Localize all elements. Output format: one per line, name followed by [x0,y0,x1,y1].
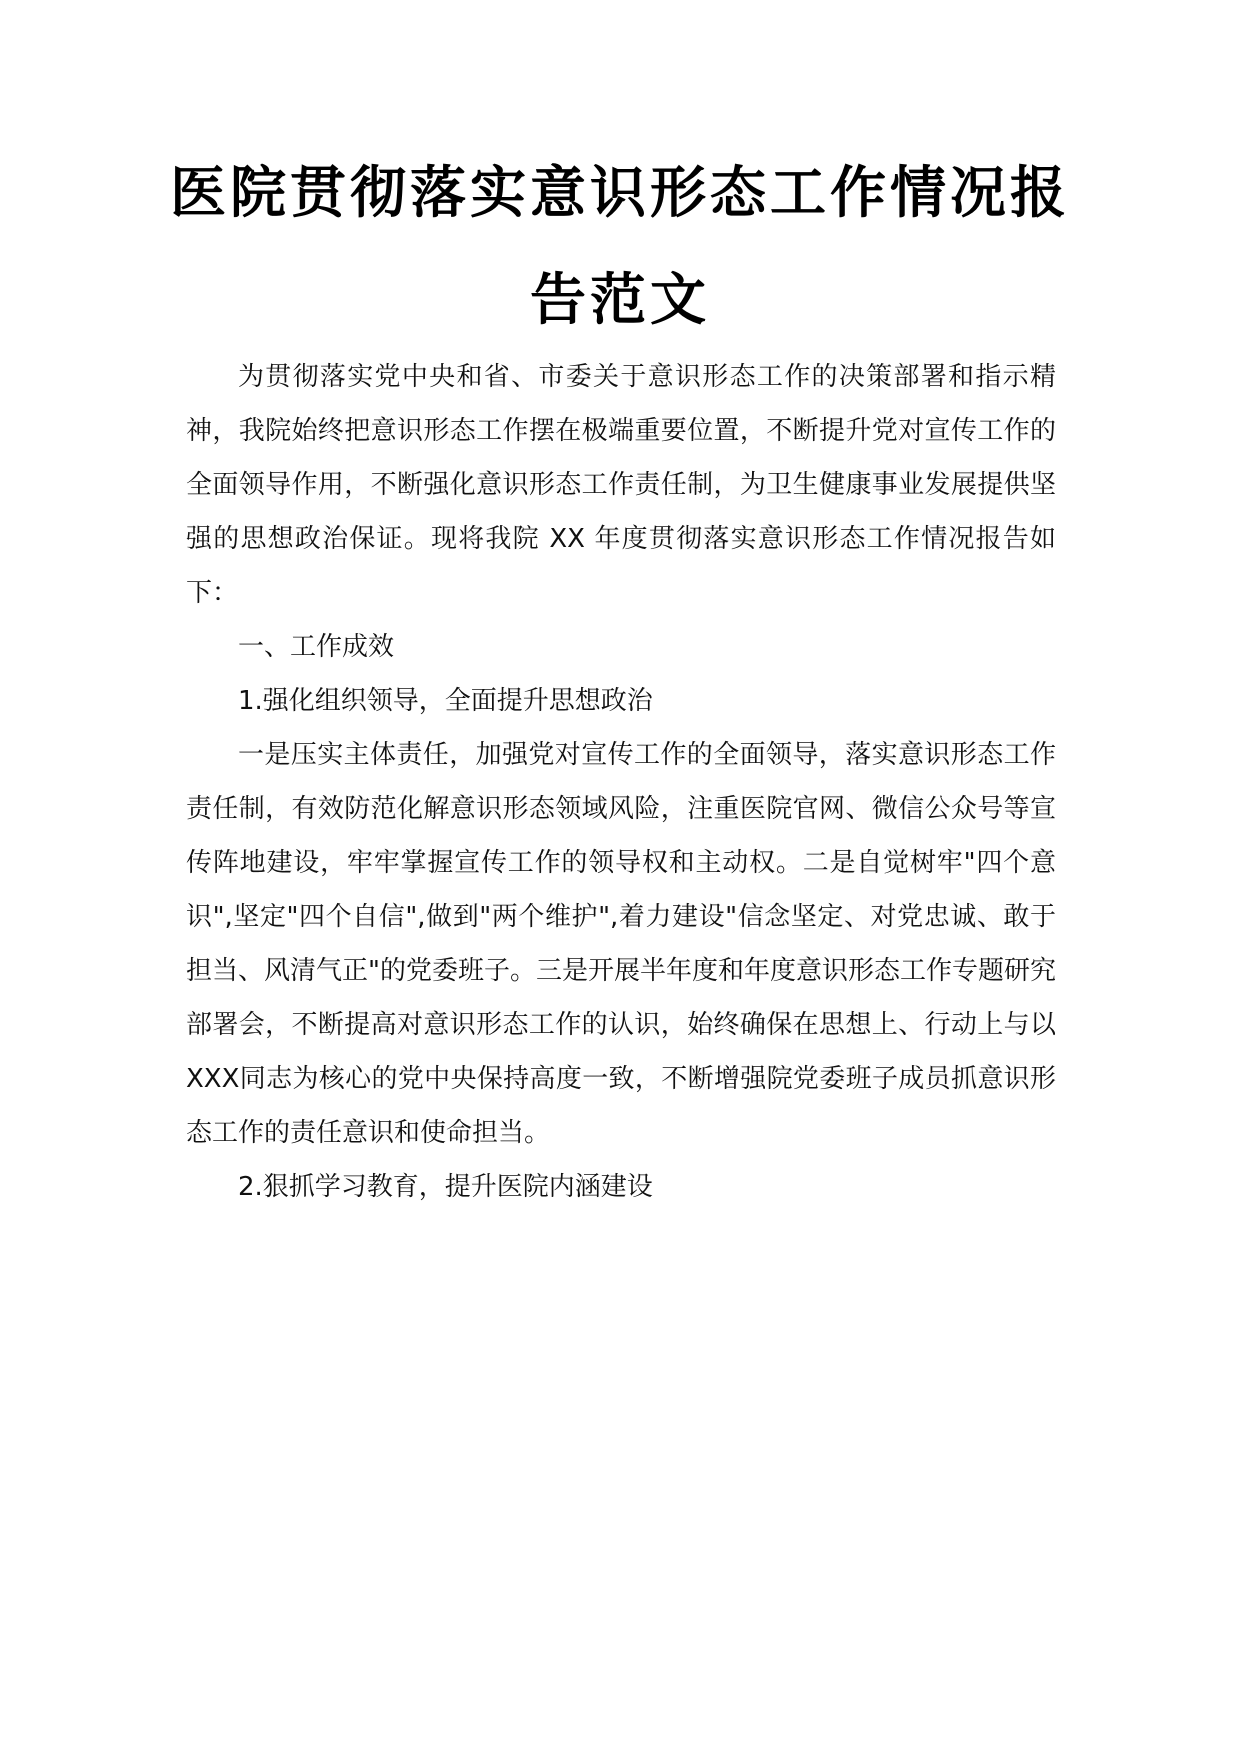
subsection-paragraph-1: 一是压实主体责任，加强党对宣传工作的全面领导，落实意识形态工作责任制，有效防范化解意识形态领域风险，注重医院官网、微信公众号等宣传阵地建设，牢牢掌握宣传工作的领导权和主动权。二是自觉树牢"四个意识",坚定"四个自信",做到"两个维护",着力建设"信念坚定、对党忠诚、敢于担当、风清气正"的党委班子。三是开展半年度和年度意识形态工作专题研究部署会，不断提高对意识形态工作的认识，始终确保在思想上、行动上与以XXX同志为核心的党中央保持高度一致，不断增强院党委班子成员抓意识形态工作的责任意识和使命担当。 [186,740,1056,1148]
subsection-heading-2: 2.狠抓学习教育，提升医院内涵建设 [238,1172,653,1202]
document-title-line1: 医院贯彻落实意识形态工作情况报 [170,160,1070,226]
document-body [186,350,1056,1214]
document-title-line2: 告范文 [530,267,710,333]
subsection-heading-1: 1.强化组织领导，全面提升思想政治 [238,686,653,716]
intro-paragraph: 为贯彻落实党中央和省、市委关于意识形态工作的决策部署和指示精神，我院始终把意识形态工作摆在极端重要位置，不断提升党对宣传工作的全面领导作用，不断强化意识形态工作责任制，为卫生健康事业发展提供坚强的思想政治保证。现将我院 XX 年度贯彻落实意识形态工作情况报告如下： [186,362,1056,608]
section-heading-achievements: 一、工作成效 [238,632,395,662]
